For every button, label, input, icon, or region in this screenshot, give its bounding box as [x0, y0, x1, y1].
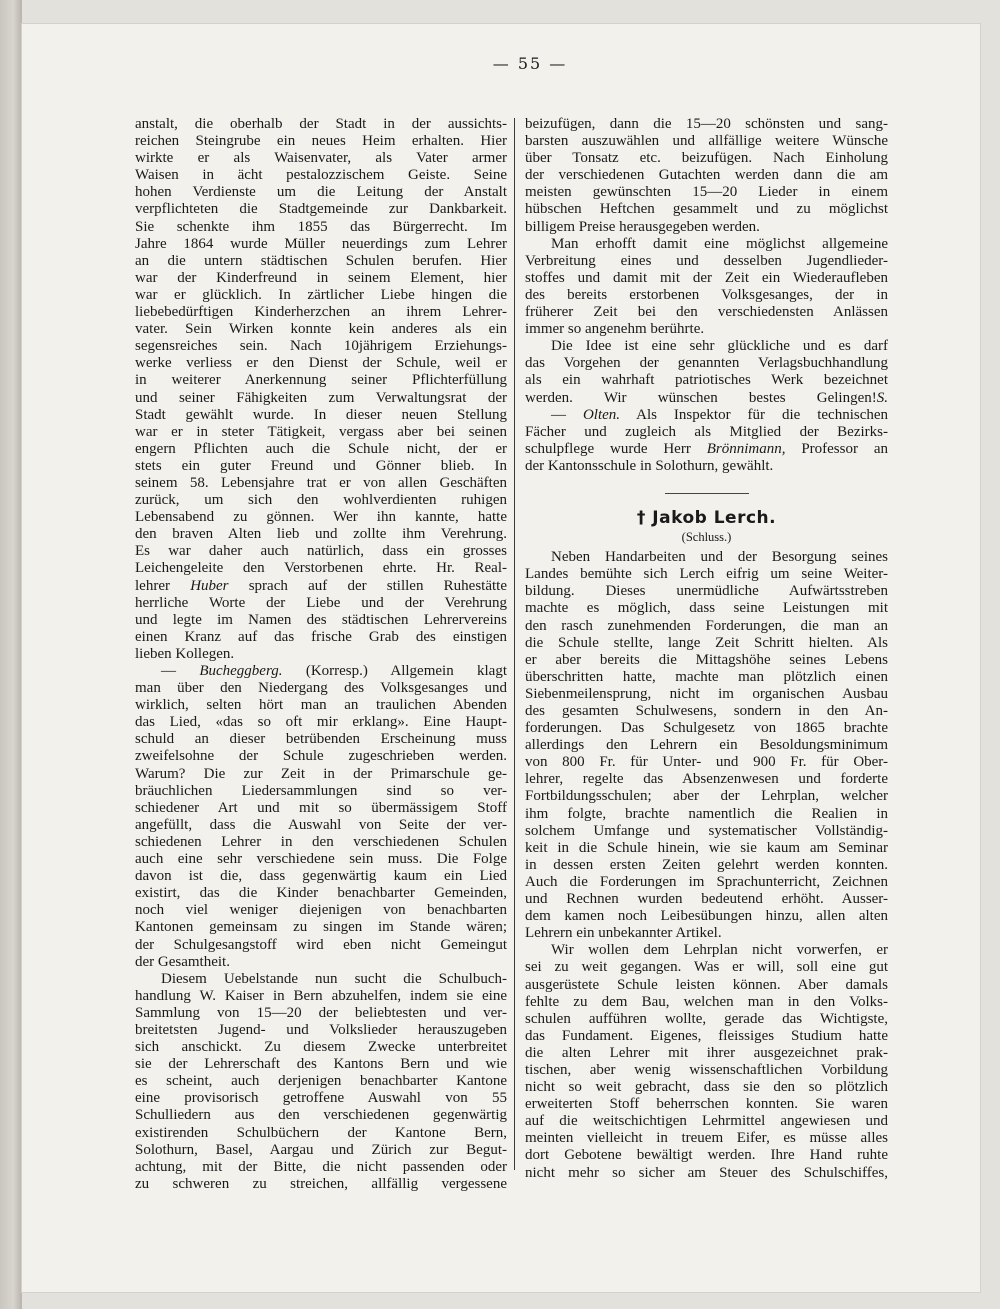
text-line: zurück, um sich den wohlverdienten ruhigen — [135, 492, 507, 509]
text-span: schulpflege wurde Herr — [525, 440, 707, 457]
text-line: existirenden Schulbüchern der Kantone Bern, — [135, 1124, 507, 1141]
text-line: keit in die Schule hinein, wie sie kaum am Seminar — [525, 839, 888, 856]
text-line: der Gesamtheit. — [135, 953, 230, 970]
text-line: das Lied, «das so oft mir erklang». Eine Haupt- — [135, 714, 507, 731]
text-line: Warum? Die zur Zeit in der Primarschule ge- — [135, 765, 507, 782]
text-line: nicht mehr so sicher am Steuer des Schulschiffes, — [525, 1164, 888, 1181]
text-line: sei zu weit gegangen. Was er will, soll eine gut — [525, 959, 888, 976]
text-line: war er in steter Tätigkeit, vergass aber bei seinen — [135, 423, 507, 440]
text-span: lehrer — [135, 577, 191, 594]
dash: — — [161, 663, 200, 679]
adjacent-page-edge — [0, 0, 22, 1309]
text-line: hohen Verdienste um die Leitung der Anstalt — [135, 184, 507, 201]
text-line: das Fundament. Eigenes, fleissiges Studium hatte — [525, 1027, 888, 1044]
text-line: von 800 Fr. für Unter- und 900 Fr. für Ober- — [525, 754, 888, 771]
left-column — [135, 116, 507, 1193]
text-line: schiedenen Lehrer in den verschiedenen Schulen — [135, 833, 507, 850]
text-line: reichen Steingrube ein neues Heim erhalten. Hier — [135, 133, 507, 150]
signature: S. — [876, 389, 888, 406]
text-line — [135, 663, 507, 680]
text-line: zu schweren zu streichen, allfällig vergessene — [135, 1175, 507, 1192]
text-line: Waisen in ächt pestalozzischem Geiste. Seine — [135, 167, 507, 184]
column-rule — [514, 118, 515, 1170]
text-span: Professor an — [785, 440, 888, 457]
text-line: dem kamen noch Leibesübungen hinzu, allen alten — [525, 908, 888, 925]
text-line: überschritten hatte, machte man plötzlich einen — [525, 668, 888, 685]
text-line: den braven Alten lieb und zollte ihm Verehrung. — [135, 526, 507, 543]
text-line: auf die weitschichtigen Lehrmittel angewiesen und — [525, 1113, 888, 1130]
text-line: verpflichteten die Stadtgemeinde zur Dankbarkeit. — [135, 201, 507, 218]
text-line: davon ist die, dass gegenwärtig kaum ein Lied — [135, 868, 507, 885]
text-line: existirt, das die Kinder benachbarter Gemeinden, — [135, 885, 507, 902]
text-line: Verbreitung eines und desselben Jugendlieder- — [525, 252, 888, 269]
text-line: sich anschickt. Zu diesem Zwecke unterbreitet — [135, 1039, 507, 1056]
text-line: die Schule stellte, lange Zeit Schritt hielten. Als — [525, 634, 888, 651]
text-line: anstalt, die oberhalb der Stadt in der aussichts- — [135, 116, 507, 132]
text-line: Es war daher auch natürlich, dass ein grosses — [135, 543, 507, 560]
text-line: schiedener Art und mit so übermässigem Stoff — [135, 799, 507, 816]
text-line: tischen, aber wenig wissenschaftlichen Vorbildung — [525, 1061, 888, 1078]
text-line: wirkte er als Waisenvater, als Vater armer — [135, 150, 507, 167]
text-line: engern Pflichten auch die Schule nicht, der er — [135, 440, 507, 457]
text-line: Sammlung von 15—20 der beliebtesten und ver- — [135, 1004, 507, 1021]
text-line: nicht so weit gebracht, dass sie den so plötzlich — [525, 1079, 888, 1096]
text-span: Als Inspektor für die technischen — [620, 406, 888, 423]
text-line: Auch die Forderungen im Sprachunterricht, Zeichnen — [525, 873, 888, 890]
text-line: auch eine sehr verschiedene sein muss. Die Folge — [135, 851, 507, 868]
right-column — [525, 116, 888, 1182]
place-name: Bucheggberg. — [199, 663, 283, 679]
text-line: bildung. Dieses unermüdliche Aufwärtsstreben — [525, 583, 888, 600]
text-line: man über den Niedergang des Volksgesanges und — [135, 680, 507, 697]
text-line: in weiterer Anerkennung seiner Pflichterfüllung — [135, 372, 507, 389]
text-line: des gesamten Schulwesens, sondern in den An- — [525, 703, 888, 719]
text-line: stoffes und damit mit der Zeit ein Wiederaufleben — [525, 269, 888, 286]
text-line: einen Kranz auf das frische Grab des einstigen — [135, 628, 507, 645]
text-line: Landes bemühte sich Lerch eifrig um seine Weiter- — [525, 566, 888, 583]
text-line: schulen aufführen wollte, gerade das Wichtigste, — [525, 1010, 888, 1027]
text-line: und seiner Fähigkeiten zum Verwaltungsrat der — [135, 389, 507, 406]
text-line: solchem Umfange und systematischer Vollständig- — [525, 822, 888, 839]
text-line: die alten Lehrer mit ihrer ausgezeichnet prak- — [525, 1044, 888, 1061]
text-line — [525, 390, 888, 407]
text-line: erweiterten Stoff beherrschen konnten. Sie waren — [525, 1096, 888, 1113]
text-line: vater. Sein Wirken konnte kein anderes als ein — [135, 321, 507, 338]
text-line: Solothurn, Basel, Aargau und Zürich zur Begut- — [135, 1141, 507, 1158]
text-line — [525, 407, 888, 424]
text-line: den rasch zunehmenden Forderungen, die man an — [525, 617, 888, 634]
text-line: barsten auszuwählen und allfällige weitere Wünsche — [525, 133, 888, 150]
text-line: noch viel weniger diejenigen von benachbarten — [135, 902, 507, 919]
text-line — [135, 578, 507, 595]
text-line: ausgerüstete Schule leisten können. Aber damals — [525, 976, 888, 993]
text-line: Sie schenkte ihm 1855 das Bürgerrecht. Im — [135, 218, 507, 235]
text-line: des bereits erstorbenen Volksgesanges, der in — [525, 286, 888, 303]
text-line: über Tonsatz etc. beizufügen. Nach Einholung — [525, 150, 888, 167]
text-line: lieben Kollegen. — [135, 645, 235, 662]
text-line: fehlte zu dem Bau, welchen man in den Volks- — [525, 993, 888, 1010]
page-number-text: — 55 — — [492, 54, 568, 73]
text-line: Fortbildungsschulen; aber der Lehrplan, welcher — [525, 788, 888, 805]
paragraph-lerch-2 — [525, 942, 888, 1181]
article-subheading: (Schluss.) — [681, 530, 732, 545]
text-line: war der Kinderfreund in seinem Element, hier — [135, 269, 507, 286]
text-line: dort Gebotene bewältigt werden. Ihre Hand ruhte — [525, 1147, 888, 1164]
text-line: und Rechnen wurden bedeutend erhöht. Ausser- — [525, 891, 888, 908]
dash: — — [551, 406, 583, 423]
text-line: früherer Zeit bei den verschiedensten Anlässen — [525, 304, 888, 321]
text-line: als ein wahrhaft patriotisches Werk bezeichnet — [525, 372, 888, 389]
text-line: Kantonen gemeinsam zu singen im Stande wären; — [135, 919, 507, 936]
paragraph-lerch-1 — [525, 549, 888, 942]
text-line: lehrer, regelte das Absenzenwesen und forderte — [525, 771, 888, 788]
text-line: immer so angenehm berührte. — [525, 321, 705, 338]
text-line: hübschen Heftchen gesammelt und zu möglichst — [525, 201, 888, 218]
text-line: der verschiedenen Gutachten werden dann die am — [525, 167, 888, 184]
text-line: Siebenmeilensprung, nicht im organischen Ausbau — [525, 685, 888, 702]
person-name: Huber — [190, 577, 229, 594]
text-line: Neben Handarbeiten und der Besorgung seines — [551, 549, 888, 566]
text-line: Die Idee ist eine sehr glückliche und es darf — [551, 338, 888, 355]
text-line: Leichengeleite den Verstorbenen ehrte. Hr. Real- — [135, 560, 507, 577]
text-line: werke verliess er den Dienst der Schule, weil er — [135, 355, 507, 372]
paragraph-continuation — [525, 116, 888, 236]
text-line: ihm folgte, brachte namentlich die Realien in — [525, 805, 888, 822]
text-line: Lehrern ein unbekannter Artikel. — [525, 925, 722, 942]
page-number — [0, 54, 1000, 73]
text-line — [525, 441, 888, 458]
paragraph-verbreitung — [525, 236, 888, 339]
text-span: werden. Wir wünschen bestes Gelingen! — [525, 389, 877, 406]
text-line: allerdings den Lehrern ein Besoldungsminimum — [525, 737, 888, 754]
text-line: wirklich, selten hört man an traulichen Abenden — [135, 697, 507, 714]
text-line: war er glücklich. In zärtlicher Liebe hingen die — [135, 286, 507, 303]
text-line: und legte im Namen des städtischen Lehrervereins — [135, 611, 507, 628]
text-line: eine provisorisch getroffene Auswahl von 55 — [135, 1090, 507, 1107]
text-line: beizufügen, dann die 15—20 schönsten und sang- — [525, 116, 888, 132]
text-span: sprach auf der stillen Ruhestätte — [228, 577, 507, 594]
paragraph-olten — [525, 424, 888, 441]
person-name: Brönnimann, — [706, 440, 786, 457]
text-line: Stadt gewählt wurde. In dieser neuen Stellung — [135, 406, 507, 423]
text-line: breitetsten Jugend- und Volkslieder herauszugeben — [135, 1021, 507, 1038]
text-line: an die untern städtischen Schulen berufen. Hier — [135, 252, 507, 269]
text-line: das Vorgehen der genannten Verlagsbuchhandlung — [525, 355, 888, 372]
paragraph-mueller — [135, 116, 507, 578]
text-line: liebebedürftigen Kinderherzchen an ihrem Lehrer- — [135, 304, 507, 321]
text-line: der Schulgesangstoff wird eben nicht Gemeingut — [135, 936, 507, 953]
text-line: sie der Lehrerschaft des Kantons Bern und wie — [135, 1056, 507, 1073]
text-line: Fächer und zugleich als Mitglied der Bezirks- — [525, 423, 888, 440]
text-line: machte es möglich, dass seine Leistungen mit — [525, 600, 888, 617]
text-line: es scheint, auch derjenigen benachbarter Kantone — [135, 1073, 507, 1090]
section-separator — [665, 493, 749, 494]
text-line: Lebensabend zu gönnen. Wer ihn kannte, hatte — [135, 509, 507, 526]
text-line: seinem 58. Lebensjahre trat er von allen Geschäften — [135, 474, 507, 491]
text-line: forderungen. Das Schulgesetz von 1865 brachte — [525, 720, 888, 737]
text-line: herrliche Worte der Liebe und der Verehrung — [135, 594, 507, 611]
text-line: Schulliedern aus den verschiedenen gegenwärtig — [135, 1107, 507, 1124]
text-line: achtung, mit der Bitte, die nicht passenden oder — [135, 1158, 507, 1175]
text-line: stets ein guter Freund und Gönner blieb. In — [135, 457, 507, 474]
article-heading: † Jakob Lerch. — [636, 507, 777, 528]
text-line: Diesem Uebelstande nun sucht die Schulbuch- — [161, 970, 507, 987]
paragraph-schulbuchhandlung — [135, 971, 507, 1193]
paragraph-mueller-end — [135, 595, 507, 663]
place-name: Olten. — [582, 406, 621, 423]
text-line: er aber bereits die Mittagshöhe seines Lebens — [525, 651, 888, 668]
text-line: handlung W. Kaiser in Bern abzuhelfen, indem sie eine — [135, 987, 507, 1004]
text-line: zweifelsohne der Schule zugeschrieben werden. — [135, 748, 507, 765]
text-line: billigem Preise herausgegeben werden. — [525, 218, 760, 235]
text-line: der Kantonsschule in Solothurn, gewählt. — [525, 457, 774, 474]
text-line: meinten vielleicht in treuem Eifer, es müsse alles — [525, 1130, 888, 1147]
text-line: in dessen ersten Zeiten gelehrt werden konnten. — [525, 856, 888, 873]
text-line: meisten gewünschten 15—20 Lieder in einem — [525, 184, 888, 201]
text-line: Man erhofft damit eine möglichst allgemeine — [551, 235, 888, 252]
paragraph-bucheggberg — [135, 680, 507, 971]
text-line: bräuchlichen Liedersammlungen sind so ver- — [135, 782, 507, 799]
text-line: schuld an dieser betrübenden Erscheinung muss — [135, 731, 507, 748]
text-line: Jahre 1864 wurde Müller neuerdings zum Lehrer — [135, 235, 507, 252]
text-line: angefüllt, dass die Auswahl von Seite der ver- — [135, 816, 507, 833]
paragraph-idee — [525, 338, 888, 389]
text-line: segensreiches sein. Nach 10jährigem Erziehungs- — [135, 338, 507, 355]
text-span: (Korresp.) Allgemein klagt — [282, 663, 507, 679]
text-line: Wir wollen dem Lehrplan nicht vorwerfen, er — [551, 942, 888, 959]
